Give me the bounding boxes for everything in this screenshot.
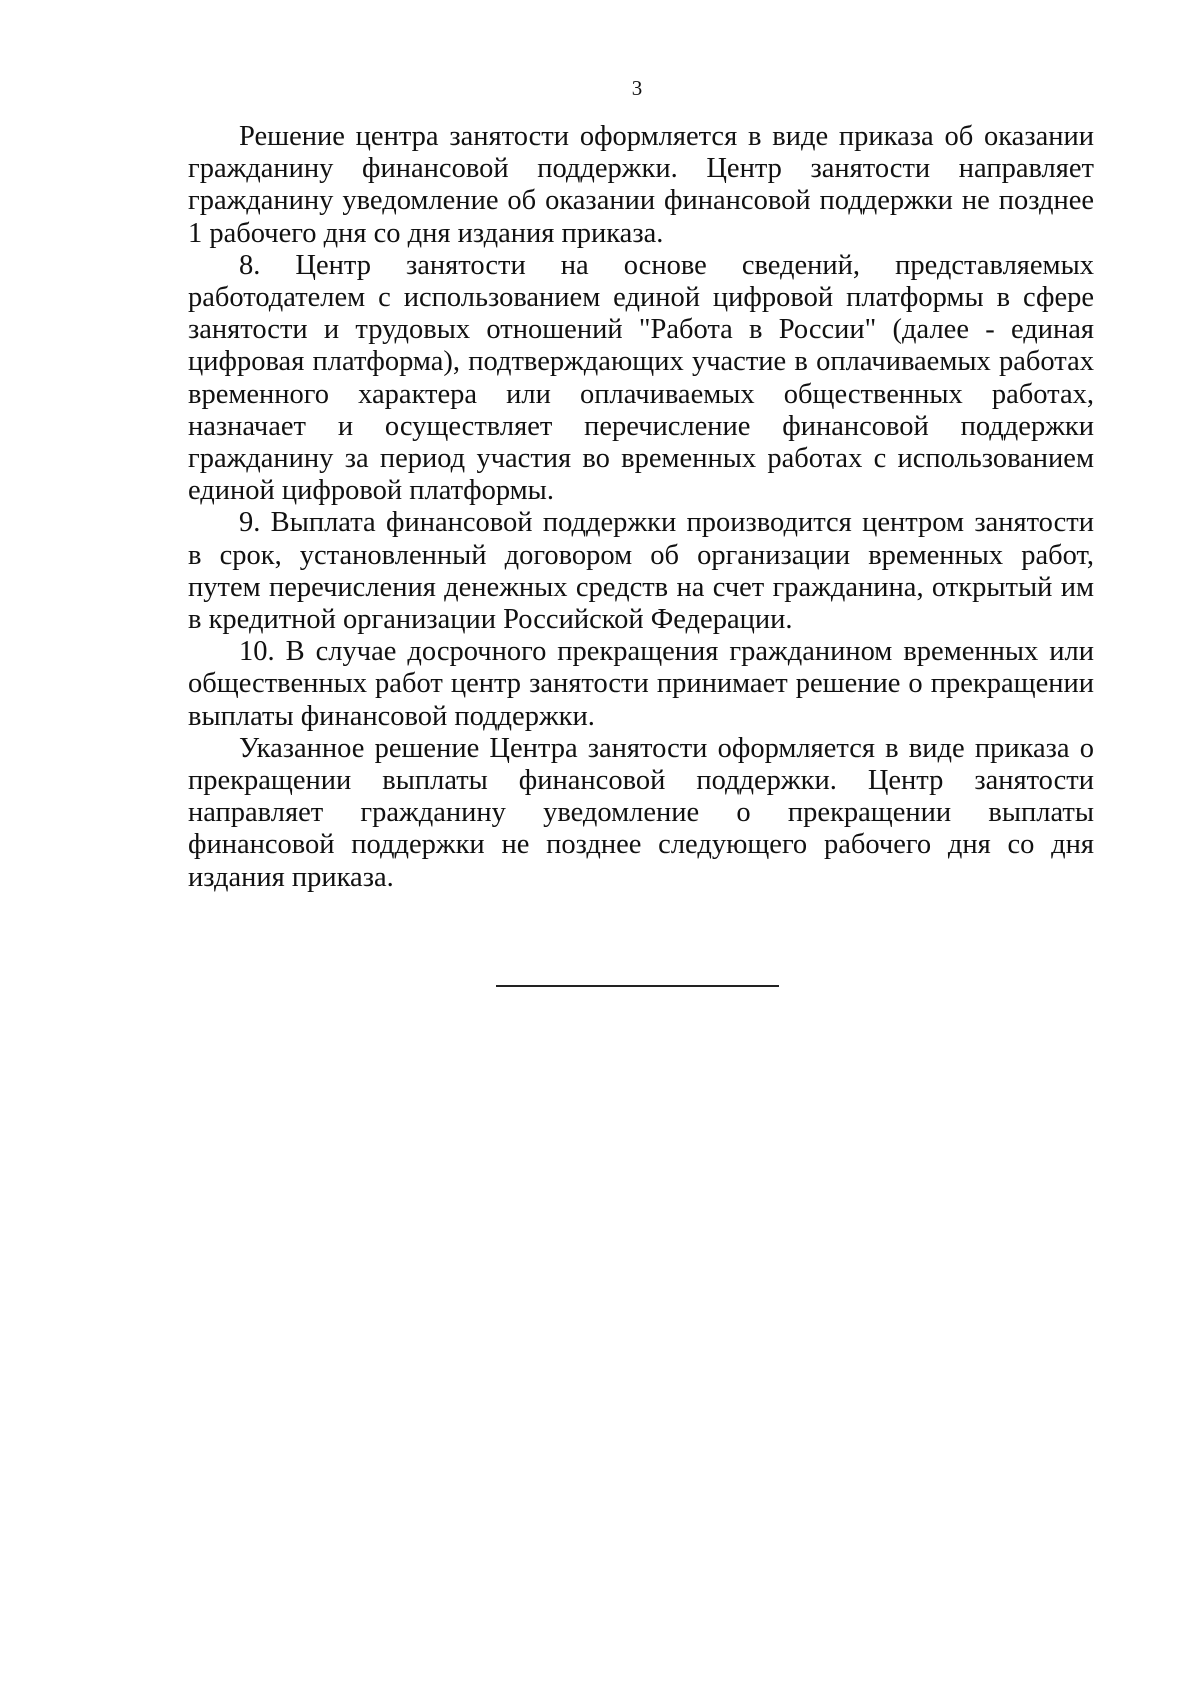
paragraph-item-10: 10. В случае досрочного прекращения гражданином временных или общественных работ центр занятости принимает решение о прекращении выплаты финансовой поддержки. bbox=[188, 636, 1094, 732]
document-body bbox=[188, 121, 1094, 894]
end-of-document-rule bbox=[496, 985, 779, 987]
page-number: 3 bbox=[631, 76, 643, 100]
paragraph-item-8: 8. Центр занятости на основе сведений, представляемых работодателем с использованием единой цифровой платформы в сфере занятости и трудовых отношений "Работа в России" (далее - единая цифровая платформа), подтверждающих участие в оплачиваемых работах временного характера или оплачиваемых общественных работах, назначает и осуществляет перечисление финансовой поддержки гражданину за период участия во временных работах с использованием единой цифровой платформы. bbox=[188, 249, 1094, 507]
paragraph-termination-notice: Указанное решение Центра занятости оформляется в виде приказа о прекращении выплаты финансовой поддержки. Центр занятости направляет гражданину уведомление о прекращении выплаты финансовой поддержки не позднее следующего рабочего дня со дня издания приказа. bbox=[188, 732, 1094, 893]
paragraph-item-9: 9. Выплата финансовой поддержки производится центром занятости в срок, установленный договором об организации временных работ, путем перечисления денежных средств на счет гражданина, открытый им в кредитной организации Российской Федерации. bbox=[188, 507, 1094, 636]
paragraph-decision-notice: Решение центра занятости оформляется в виде приказа об оказании гражданину финансовой поддержки. Центр занятости направляет гражданину уведомление об оказании финансовой поддержки не позднее 1 рабочего дня со дня издания приказа. bbox=[188, 121, 1094, 249]
